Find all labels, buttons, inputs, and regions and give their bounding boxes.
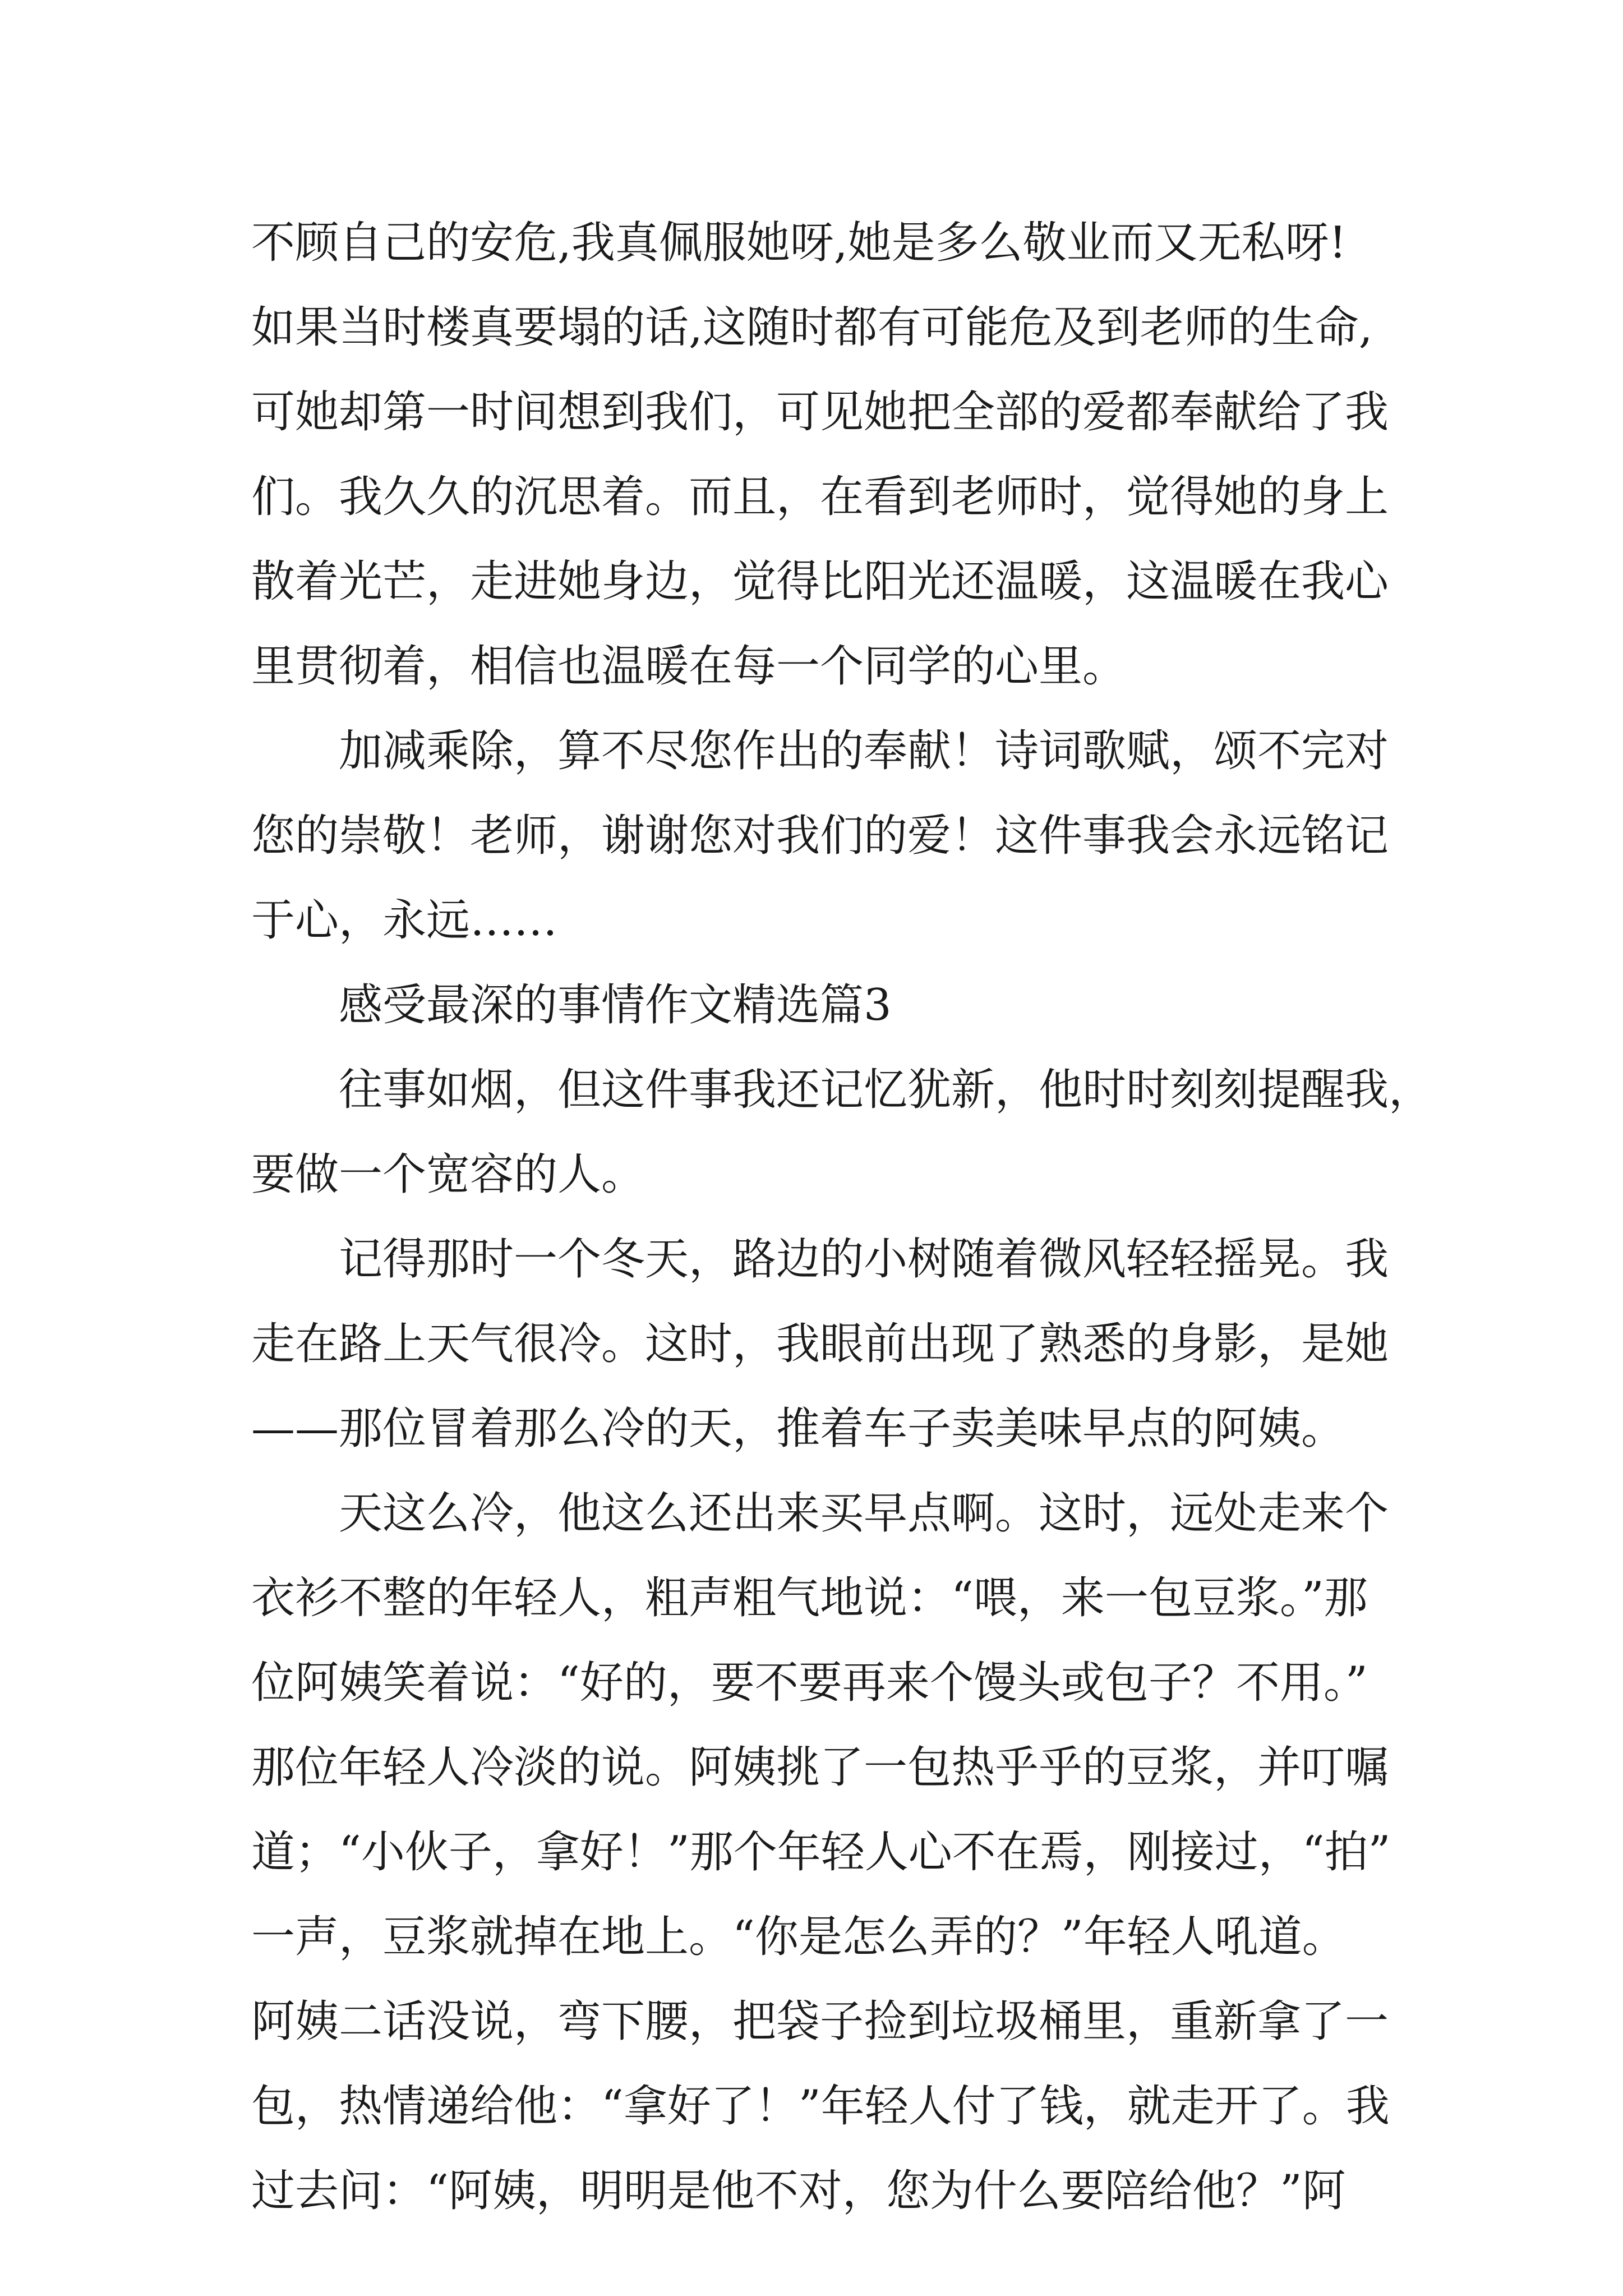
text-line: 于心，永远…… — [251, 895, 558, 946]
text-line: 走在路上天气很冷。这时，我眼前出现了熟悉的身影，是她 — [251, 1319, 1389, 1369]
text-line: ——那位冒着那么冷的天，推着车子卖美味早点的阿姨。 — [251, 1404, 1345, 1454]
text-line: 里贯彻着，相信也温暖在每一个同学的心里。 — [251, 641, 1127, 692]
text-line: 散着光芒，走进她身边，觉得比阳光还温暖，这温暖在我心 — [251, 556, 1389, 607]
text-line: 不顾自己的安危,我真佩服她呀,她是多么敬业而又无私呀! — [251, 218, 1347, 268]
document-body — [251, 201, 1440, 2234]
text-line: 感受最深的事情作文精选篇3 — [339, 980, 892, 1030]
text-line: 记得那时一个冬天，路边的小树随着微风轻轻摇晃。我 — [339, 1234, 1389, 1285]
text-line: 加减乘除，算不尽您作出的奉献！诗词歌赋，颂不完对 — [339, 726, 1389, 776]
text-line: 包，热情递给他：“拿好了！”年轻人付了钱，就走开了。我 — [251, 2081, 1390, 2132]
text-line: 们。我久久的沉思着。而且，在看到老师时，觉得她的身上 — [251, 472, 1389, 522]
text-line: 那位年轻人冷淡的说。阿姨挑了一包热乎乎的豆浆，并叮嘱 — [251, 1742, 1389, 1793]
text-line: 您的崇敬！老师，谢谢您对我们的爱！这件事我会永远铭记 — [251, 811, 1389, 861]
text-line: 衣衫不整的年轻人，粗声粗气地说：“喂，来一包豆浆。”那 — [251, 1573, 1368, 1623]
text-line: 道；“小伙子，拿好！”那个年轻人心不在焉，刚接过，“拍” — [251, 1827, 1391, 1878]
text-line: 往事如烟，但这件事我还记忆犹新，他时时刻刻提醒我， — [339, 1065, 1433, 1115]
text-line: 如果当时楼真要塌的话,这随时都有可能危及到老师的生命, — [251, 302, 1373, 353]
text-line: 一声，豆浆就掉在地上。“你是怎么弄的？”年轻人吼道。 — [251, 1912, 1346, 1962]
text-line: 位阿姨笑着说：“好的，要不要再来个馒头或包子？不用。” — [251, 1658, 1368, 1708]
text-line: 阿姨二话没说，弯下腰，把袋子捡到垃圾桶里，重新拿了一 — [251, 1996, 1389, 2047]
text-line: 过去问：“阿姨，明明是他不对，您为什么要陪给他？”阿 — [251, 2166, 1346, 2216]
text-line: 要做一个宽容的人。 — [251, 1149, 645, 1200]
text-line: 天这么冷，他这么还出来买早点啊。这时，远处走来个 — [339, 1488, 1389, 1539]
text-line: 可她却第一时间想到我们，可见她把全部的爱都奉献给了我 — [251, 387, 1389, 438]
